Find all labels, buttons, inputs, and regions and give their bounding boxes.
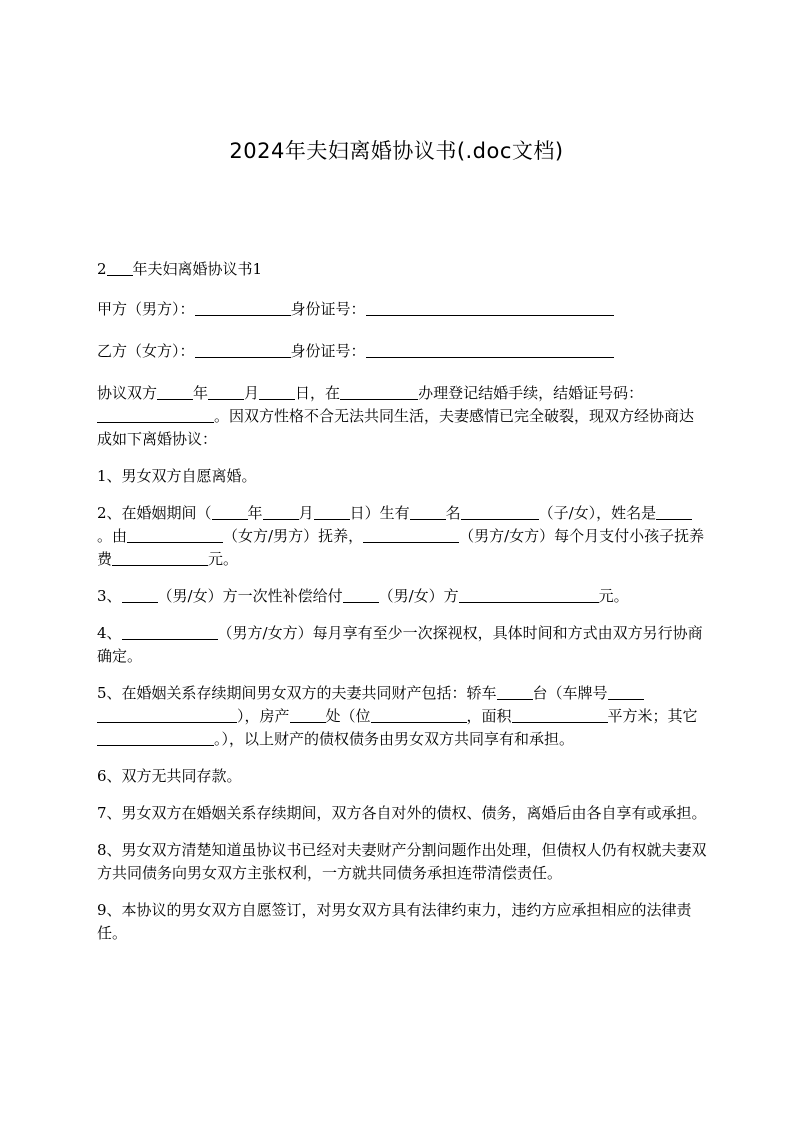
blank-line (497, 683, 533, 700)
blank-line (208, 383, 244, 400)
clause-text: 月 (298, 504, 314, 522)
intro-text: 月 (244, 384, 260, 402)
blank-line (459, 586, 599, 603)
party-a-label: 甲方（男方）： (97, 300, 195, 318)
clause-1: 1、男女双方自愿离婚。 (97, 467, 257, 485)
clause-text: 3、 (97, 587, 122, 605)
blank-line (340, 383, 418, 400)
blank-line (363, 526, 459, 543)
blank-line (656, 503, 692, 520)
blank-line (127, 526, 223, 543)
blank-line (97, 706, 237, 723)
party-b-id-blank (366, 341, 614, 358)
clause-text: 平方米；其它 (607, 707, 698, 725)
clause-text: （男/女）方 (378, 587, 459, 605)
blank-line (112, 549, 208, 566)
subtitle-prefix: 2 (97, 260, 107, 278)
clause-text: （男方/女方）每个月支付小孩子抚养费 (97, 527, 705, 568)
blank-line (371, 706, 467, 723)
clause-4 (97, 622, 707, 668)
blank-line (263, 503, 299, 520)
clause-text: 日）生有 (349, 504, 410, 522)
blank-line (122, 623, 218, 640)
blank-line (512, 706, 608, 723)
clause-text: 年 (247, 504, 263, 522)
blank-line (97, 729, 214, 746)
clause-text: 。由 (97, 527, 128, 545)
intro-text: 年 (193, 384, 209, 402)
party-b-line (97, 340, 707, 363)
clause-text: （子/女），姓名是 (538, 504, 657, 522)
clause-text: 名 (445, 504, 461, 522)
blank-line (290, 706, 326, 723)
blank-line (410, 503, 446, 520)
agreement-subtitle (97, 258, 707, 281)
blank-line (314, 503, 350, 520)
clause-text: 元。 (598, 587, 629, 605)
clause-text: 。），以上财产的债权债务由男女双方共同享有和承担。 (214, 730, 575, 748)
blank-line (259, 383, 295, 400)
clause-2 (97, 502, 707, 571)
clause-text: 5、在婚姻关系存续期间男女双方的夫妻共同财产包括：轿车 (97, 684, 497, 702)
party-b-id-label: 身份证号： (290, 342, 366, 360)
intro-text: 协议双方 (97, 384, 158, 402)
blank-line (97, 406, 214, 423)
intro-text: 办理登记结婚手续，结婚证号码： (418, 384, 644, 402)
party-b-name-blank (195, 341, 291, 358)
document-body (97, 258, 707, 959)
clause-9: 9、本协议的男女双方自愿签订，对男女双方具有法律约束力，违约方应承担相应的法律责任。 (97, 901, 692, 942)
clause-8: 8、男女双方清楚知道虽协议书已经对夫妻财产分割问题作出处理，但债权人仍有权就夫妻双方共同债务向男女双方主张权利，一方就共同债务承担连带清偿责任。 (97, 841, 707, 882)
clause-6: 6、双方无共同存款。 (97, 767, 242, 785)
blank-line (343, 586, 379, 603)
clause-5 (97, 682, 707, 751)
blank-line (461, 503, 539, 520)
party-a-line (97, 298, 707, 321)
subtitle-suffix: 年夫妇离婚协议书1 (132, 260, 263, 278)
party-a-id-blank (366, 299, 614, 316)
clause-text: ，面积 (466, 707, 512, 725)
blank-line (157, 383, 193, 400)
party-a-name-blank (195, 299, 291, 316)
blank-line (608, 683, 644, 700)
clause-text: ），房产 (237, 707, 290, 725)
clause-text: 4、 (97, 624, 122, 642)
blank-line (107, 259, 133, 276)
party-b-label: 乙方（女方）： (97, 342, 195, 360)
clause-text: 台（车牌号 (532, 684, 608, 702)
clause-text: （男/女）方一次性补偿给付 (157, 587, 343, 605)
intro-text: 。因双方性格不合无法共同生活，夫妻感情已完全破裂，现双方经协商达成如下离婚协议： (97, 407, 695, 448)
intro-text: 日，在 (295, 384, 341, 402)
intro-paragraph (97, 382, 707, 451)
clause-text: 元。 (208, 550, 239, 568)
document-title: 2024年夫妇离婚协议书(.doc文档) (229, 139, 564, 163)
blank-line (212, 503, 248, 520)
clause-text: （男方/女方）每月享有至少一次探视权，具体时间和方式由双方另行协商确定。 (97, 624, 703, 665)
party-a-id-label: 身份证号： (290, 300, 366, 318)
blank-line (122, 586, 158, 603)
clause-7: 7、男女双方在婚姻关系存续期间，双方各自对外的债权、债务，离婚后由各自享有或承担。 (97, 804, 707, 822)
clause-text: 处（位 (325, 707, 371, 725)
clause-3 (97, 585, 707, 608)
clause-text: （女方/男方）抚养， (223, 527, 364, 545)
clause-text: 2、在婚姻期间（ (97, 504, 212, 522)
